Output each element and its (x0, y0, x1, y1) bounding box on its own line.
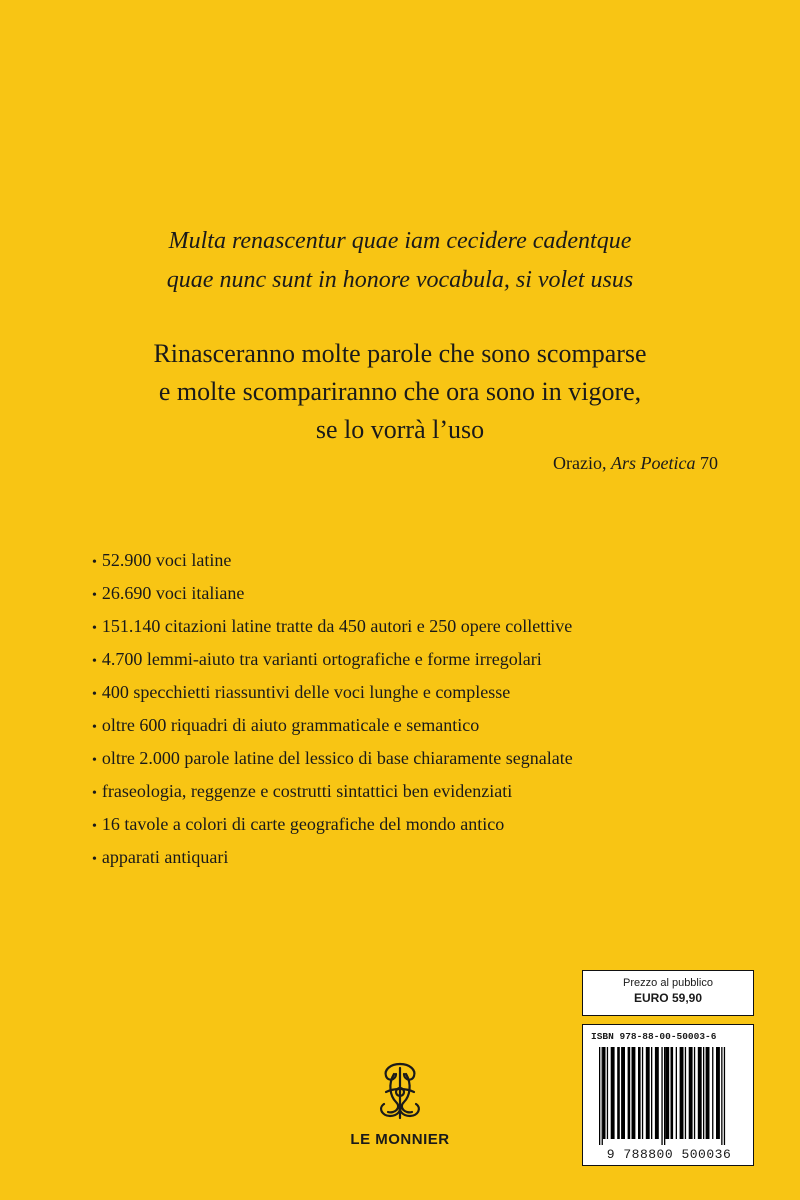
barcode-bars (597, 1047, 741, 1145)
italian-translation (0, 335, 800, 449)
latin-quote-line: Multa renascentur quae iam cecidere cadentque (168, 228, 632, 254)
italian-translation-line: e molte scompariranno che ora sono in vigore, (158, 377, 642, 406)
feature-item: • 4.700 lemmi-aiuto tra varianti ortografiche e forme irregolari (92, 644, 573, 677)
quote-citation (553, 453, 718, 474)
latin-quote-line: quae nunc sunt in honore vocabula, si volet usus (166, 267, 634, 293)
citation-work: Ars Poetica (611, 453, 696, 473)
italian-translation-line: se lo vorrà l’uso (315, 415, 485, 444)
feature-item: • 26.690 voci italiane (92, 578, 573, 611)
citation-verse: 70 (700, 453, 718, 473)
features-list (92, 545, 573, 875)
feature-item: • 400 specchietti riassuntivi delle voci lunghe e complesse (92, 677, 573, 710)
ean-number: 9 788800 500036 (606, 1147, 732, 1162)
feature-item: • apparati antiquari (92, 842, 573, 875)
feature-item: • 52.900 voci latine (92, 545, 573, 578)
price-value: EURO 59,90 (633, 991, 703, 1005)
publisher-name: LE MONNIER (350, 1131, 450, 1148)
price-box (582, 970, 754, 1016)
price-label: Prezzo al pubblico (623, 977, 713, 989)
monogram-logo-icon (372, 1060, 428, 1122)
italian-translation-line: Rinasceranno molte parole che sono scomparse (153, 339, 647, 368)
feature-item: • fraseologia, reggenze e costrutti sintattici ben evidenziati (92, 776, 573, 809)
feature-item: • 16 tavole a colori di carte geografiche del mondo antico (92, 809, 573, 842)
latin-quote (0, 222, 800, 300)
citation-author: Orazio, (553, 453, 607, 473)
feature-item: • oltre 600 riquadri di aiuto grammaticale e semantico (92, 710, 573, 743)
feature-item: • oltre 2.000 parole latine del lessico di base chiaramente segnalate (92, 743, 573, 776)
feature-item: • 151.140 citazioni latine tratte da 450 autori e 250 opere collettive (92, 611, 573, 644)
isbn-number: ISBN 978-88-00-50003-6 (591, 1031, 717, 1042)
barcode-box (582, 1024, 754, 1166)
